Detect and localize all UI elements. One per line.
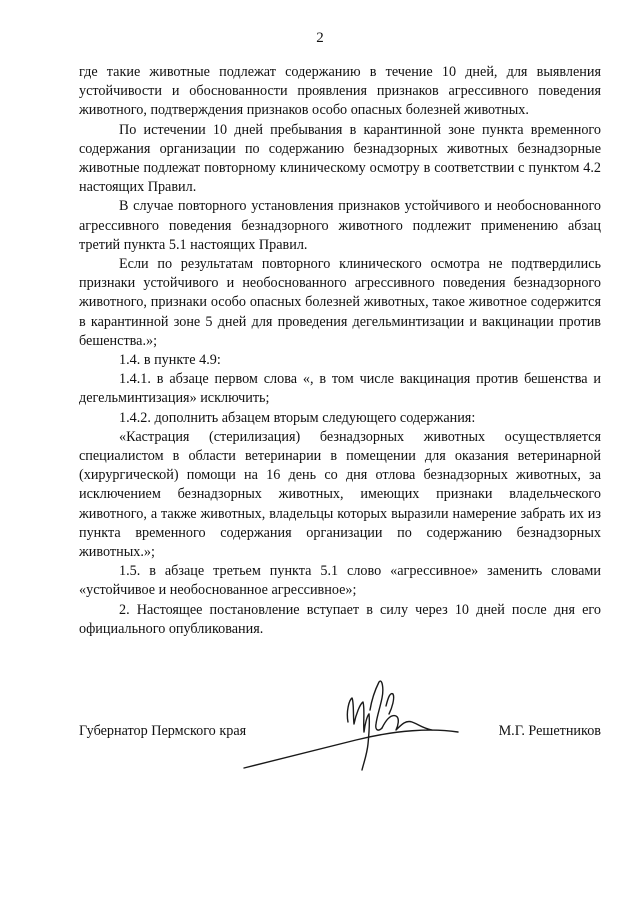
- page-number: 2: [316, 30, 324, 46]
- paragraph-castration: «Кастрация (стерилизация) безнадзорных животных осуществляется специалистом в области ветеринарии в помещении для оказания ветеринарной (хирургической) помощи на 16 день со дня отлова безнадзорных животных, за исключением безнадзорных животных, имеющих признаки владельческого животного, а также животных, владельцы которых выразили намерение забрать их из пункта временного содержания организации по содержанию безнадзорных животных.»;: [79, 428, 601, 561]
- signatory-name: М.Г. Решетников: [498, 723, 601, 739]
- paragraph-item-2-effective: 2. Настоящее постановление вступает в силу через 10 дней после дня его официального опубликования.: [79, 601, 601, 637]
- paragraph-not-confirmed: Если по результатам повторного клинического осмотра не подтвердились признаки устойчивого и необоснованного агрессивного поведения безнадзорного животного, признаки особо опасных болезней животных, такое животное содержится в карантинной зоне 5 дней для проведения дегельминтизации и вакцинации против бешенства.»;: [79, 256, 601, 349]
- document-body: [79, 63, 601, 639]
- handwritten-signature: [236, 658, 466, 778]
- paragraph-continuation: где такие животные подлежат содержанию в течение 10 дней, для выявления устойчивости и обоснованности проявления признаков агрессивного поведения животного, подтверждения признаков особо опасных болезней животных.: [79, 64, 601, 119]
- paragraph-item-1-4-2: 1.4.2. дополнить абзацем вторым следующего содержания:: [119, 409, 476, 426]
- paragraph-quarantine-reexam: По истечении 10 дней пребывания в карантинной зоне пункта временного содержания организации по содержанию безнадзорных животных безнадзорные животные подлежат повторному клиническому осмотру в соответствии с пунктом 4.2 настоящих Правил.: [79, 121, 601, 196]
- paragraph-item-1-4: 1.4. в пункте 4.9:: [119, 352, 221, 369]
- paragraph-repeat-aggression: В случае повторного установления признаков устойчивого и необоснованного агрессивного поведения безнадзорного животного подлежит применению абзац третий пункта 5.1 настоящих Правил.: [79, 198, 601, 253]
- paragraph-item-1-5: 1.5. в абзаце третьем пункта 5.1 слово «агрессивное» заменить словами «устойчивое и необоснованное агрессивное»;: [79, 563, 601, 599]
- signature-block: [79, 722, 601, 742]
- paragraph-item-1-4-1: 1.4.1. в абзаце первом слова «, в том числе вакцинация против бешенства и дегельминтизация» исключить;: [79, 371, 601, 407]
- signatory-position: Губернатор Пермского края: [79, 723, 247, 739]
